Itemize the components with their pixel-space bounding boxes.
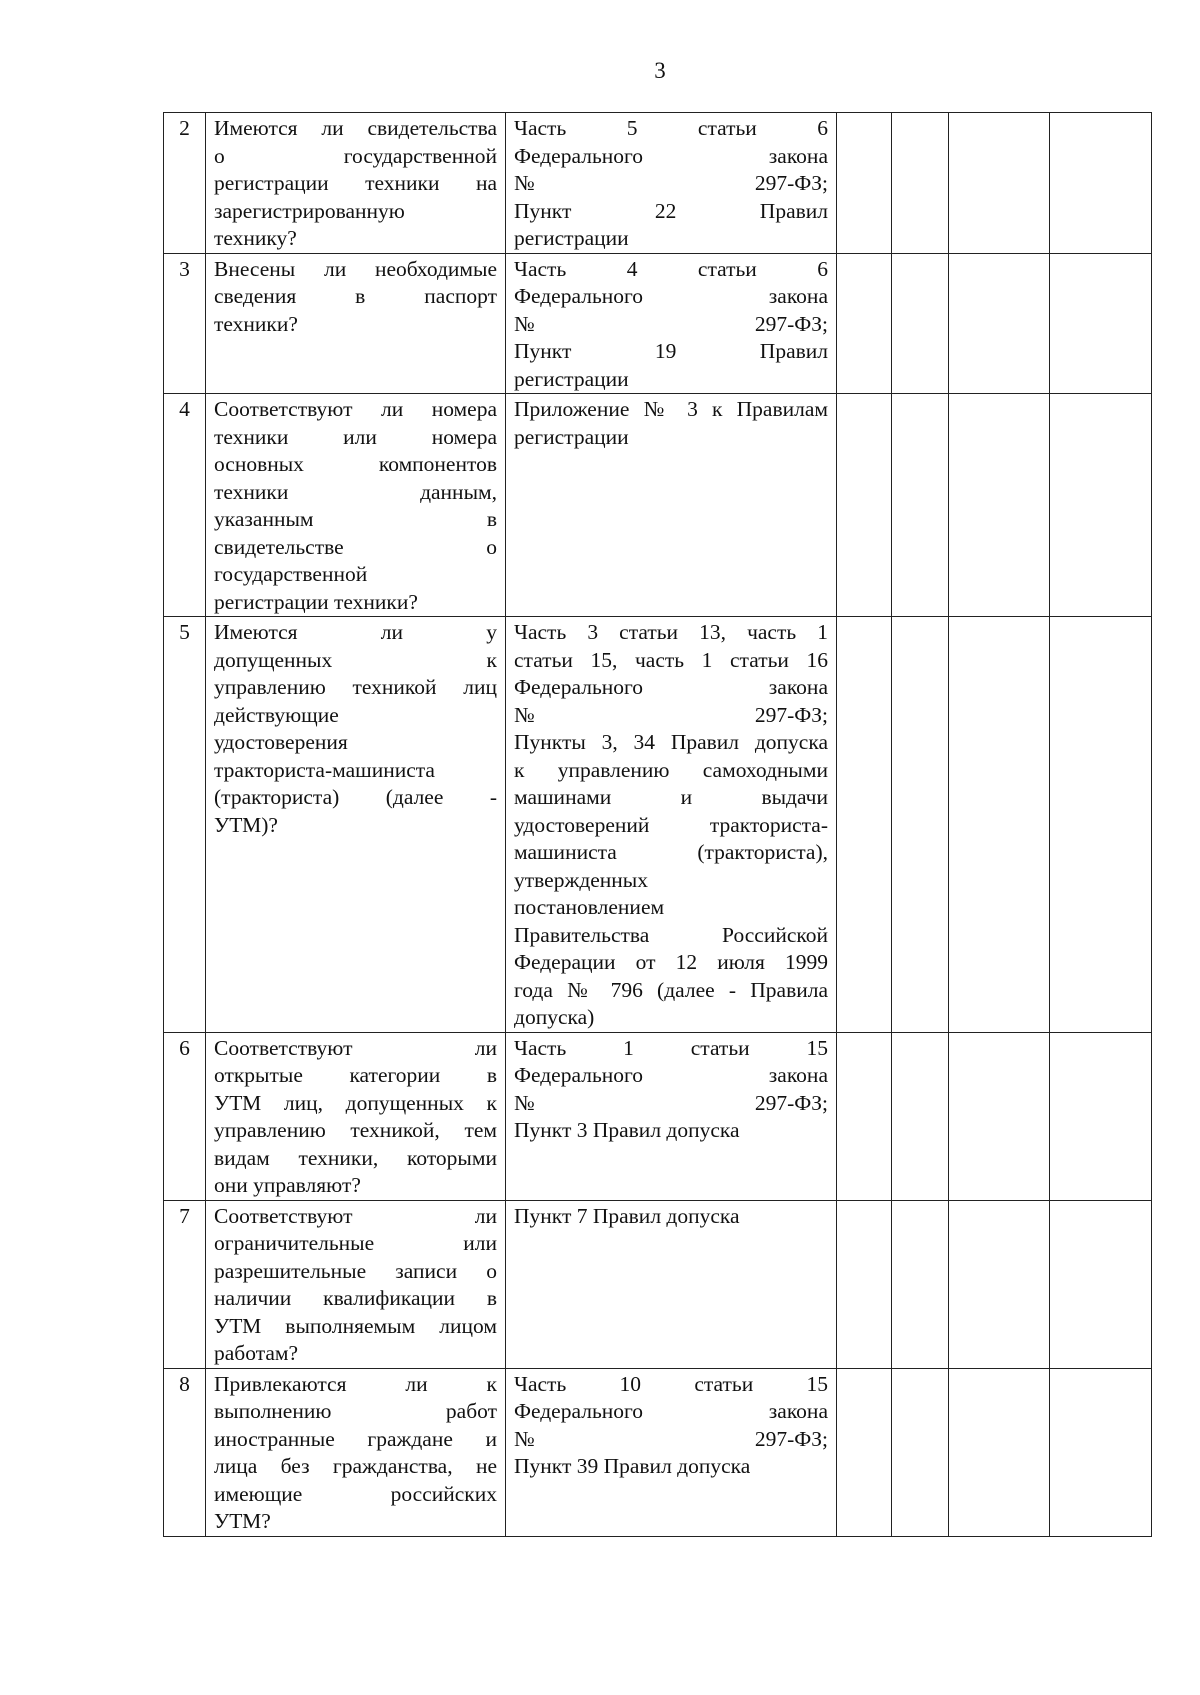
question-line: имеющие российских [214, 1481, 497, 1506]
answer-cell[interactable] [949, 1368, 1050, 1536]
question-line: регистрации техники на [214, 171, 497, 195]
requirements-line: Федерации от 12 июля 1999 [514, 950, 828, 974]
answer-cell[interactable] [949, 1200, 1050, 1368]
requirements-line: машинами и выдачи [514, 785, 828, 809]
requirements-line: Пункт 7 Правил допуска [514, 1203, 740, 1228]
question-line: сведения в паспорт [214, 284, 497, 308]
question-line: основных компонентов [214, 452, 497, 476]
question-line: Имеются ли у [214, 620, 497, 644]
answer-cell[interactable] [837, 394, 892, 617]
answer-cell[interactable] [837, 253, 892, 394]
table-row [164, 253, 1152, 394]
question-line: ограничительные или [214, 1231, 497, 1255]
table-row [164, 113, 1152, 254]
answer-cell[interactable] [1050, 113, 1152, 254]
requirements-cell [506, 253, 837, 394]
question-line: работам? [214, 1341, 299, 1365]
answer-cell[interactable] [892, 1200, 949, 1368]
table-row [164, 1200, 1152, 1368]
answer-cell[interactable] [949, 617, 1050, 1033]
question-cell [206, 113, 506, 254]
requirements-cell [506, 617, 837, 1033]
answer-cell[interactable] [837, 617, 892, 1033]
question-line: УТМ лиц, допущенных к [214, 1090, 497, 1115]
requirements-line: № 297-ФЗ; [514, 1090, 828, 1115]
row-number: 6 [164, 1032, 206, 1200]
question-line: лица без гражданства, не [214, 1454, 497, 1478]
question-cell [206, 617, 506, 1033]
question-line: техники? [214, 311, 298, 336]
answer-cell[interactable] [949, 253, 1050, 394]
question-line: Внесены ли необходимые [214, 256, 497, 281]
requirements-line: Пункт 39 Правил допуска [514, 1454, 751, 1478]
question-line: указанным в [214, 507, 497, 531]
question-line: Имеются ли свидетельства [214, 116, 497, 140]
checklist-table [163, 112, 1152, 1537]
requirements-line: утвержденных [514, 867, 649, 892]
requirements-line: Федерального закона [514, 1063, 828, 1087]
answer-cell[interactable] [837, 113, 892, 254]
requirements-line: Часть 4 статьи 6 [514, 256, 828, 281]
row-number: 8 [164, 1368, 206, 1536]
answer-cell[interactable] [892, 1032, 949, 1200]
question-line: УТМ)? [214, 812, 278, 837]
answer-cell[interactable] [1050, 394, 1152, 617]
question-line: (тракториста) (далее - [214, 785, 497, 809]
requirements-line: № 297-ФЗ; [514, 311, 828, 336]
answer-cell[interactable] [837, 1368, 892, 1536]
requirements-cell [506, 394, 837, 617]
answer-cell[interactable] [892, 394, 949, 617]
requirements-line: допуска) [514, 1005, 595, 1029]
question-line: они управляют? [214, 1173, 361, 1197]
requirements-line: Пункт 22 Правил [514, 198, 828, 223]
requirements-line: Федерального закона [514, 675, 828, 699]
question-line: Соответствуют ли [214, 1203, 497, 1228]
requirements-line: Пункт 19 Правил [514, 339, 828, 363]
requirements-line: Пункты 3, 34 Правил допуска [514, 730, 828, 754]
question-line: УТМ? [214, 1509, 271, 1533]
requirements-line: года № 796 (далее - Правила [514, 977, 828, 1002]
answer-cell[interactable] [837, 1032, 892, 1200]
answer-cell[interactable] [892, 1368, 949, 1536]
answer-cell[interactable] [837, 1200, 892, 1368]
question-line: Привлекаются ли к [214, 1371, 497, 1396]
requirements-line: к управлению самоходными [514, 757, 828, 782]
table-row [164, 394, 1152, 617]
question-line: разрешительные записи о [214, 1258, 497, 1283]
answer-cell[interactable] [1050, 1032, 1152, 1200]
row-number: 3 [164, 253, 206, 394]
requirements-line: регистрации [514, 424, 629, 449]
question-line: открытые категории в [214, 1063, 497, 1087]
answer-cell[interactable] [892, 113, 949, 254]
question-cell [206, 253, 506, 394]
requirements-line: Федерального закона [514, 1399, 828, 1423]
question-line: управлению техникой, тем [214, 1118, 497, 1142]
requirements-line: машиниста (тракториста), [514, 840, 828, 864]
question-line: о государственной [214, 143, 497, 168]
requirements-cell [506, 1368, 837, 1536]
requirements-cell [506, 113, 837, 254]
requirements-cell [506, 1200, 837, 1368]
requirements-cell [506, 1032, 837, 1200]
page-number: 3 [654, 58, 666, 83]
requirements-line: Федерального закона [514, 284, 828, 308]
row-number: 7 [164, 1200, 206, 1368]
table-row [164, 617, 1152, 1033]
row-number: 5 [164, 617, 206, 1033]
requirements-line: Часть 5 статьи 6 [514, 116, 828, 140]
requirements-line: Федерального закона [514, 143, 828, 168]
requirements-line: регистрации [514, 226, 629, 250]
question-line: Соответствуют ли номера [214, 397, 497, 421]
question-cell [206, 394, 506, 617]
question-line: техники или номера [214, 424, 497, 449]
question-line: допущенных к [214, 647, 497, 672]
checklist-rows [164, 113, 1152, 1537]
question-cell [206, 1032, 506, 1200]
question-line: удостоверения [214, 730, 348, 754]
question-line: действующие [214, 702, 339, 727]
question-line: регистрации техники? [214, 589, 418, 614]
row-number: 4 [164, 394, 206, 617]
question-line: государственной [214, 562, 368, 586]
question-line: выполнению работ [214, 1399, 497, 1423]
question-cell [206, 1200, 506, 1368]
answer-cell[interactable] [949, 394, 1050, 617]
table-row [164, 1368, 1152, 1536]
answer-cell[interactable] [1050, 1368, 1152, 1536]
question-line: видам техники, которыми [214, 1145, 497, 1170]
answer-cell[interactable] [1050, 253, 1152, 394]
requirements-line: статьи 15, часть 1 статьи 16 [514, 647, 828, 672]
answer-cell[interactable] [949, 1032, 1050, 1200]
requirements-line: № 297-ФЗ; [514, 1426, 828, 1451]
question-line: технику? [214, 226, 297, 250]
question-line: техники данным, [214, 479, 497, 504]
question-line: свидетельстве о [214, 534, 497, 559]
answer-cell[interactable] [1050, 617, 1152, 1033]
requirements-line: Часть 10 статьи 15 [514, 1371, 828, 1396]
question-line: управлению техникой лиц [214, 675, 497, 699]
requirements-line: Правительства Российской [514, 922, 828, 947]
requirements-line: Приложение № 3 к Правилам [514, 397, 828, 421]
requirements-line: № 297-ФЗ; [514, 702, 828, 727]
row-number: 2 [164, 113, 206, 254]
requirements-line: Пункт 3 Правил допуска [514, 1118, 740, 1142]
answer-cell[interactable] [1050, 1200, 1152, 1368]
question-line: наличии квалификации в [214, 1286, 497, 1310]
requirements-line: регистрации [514, 366, 629, 391]
question-line: УТМ выполняемым лицом [214, 1313, 497, 1338]
question-line: Соответствуют ли [214, 1035, 497, 1060]
answer-cell[interactable] [949, 113, 1050, 254]
question-line: зарегистрированную [214, 198, 405, 223]
requirements-line: удостоверений тракториста- [514, 812, 828, 837]
requirements-line: № 297-ФЗ; [514, 171, 828, 195]
requirements-line: Часть 1 статьи 15 [514, 1035, 828, 1060]
table-row [164, 1032, 1152, 1200]
question-line: тракториста-машиниста [214, 757, 435, 782]
requirements-line: Часть 3 статьи 13, часть 1 [514, 620, 828, 644]
question-cell [206, 1368, 506, 1536]
answer-cell[interactable] [892, 253, 949, 394]
question-line: иностранные граждане и [214, 1426, 497, 1451]
answer-cell[interactable] [892, 617, 949, 1033]
requirements-line: постановлением [514, 895, 665, 919]
